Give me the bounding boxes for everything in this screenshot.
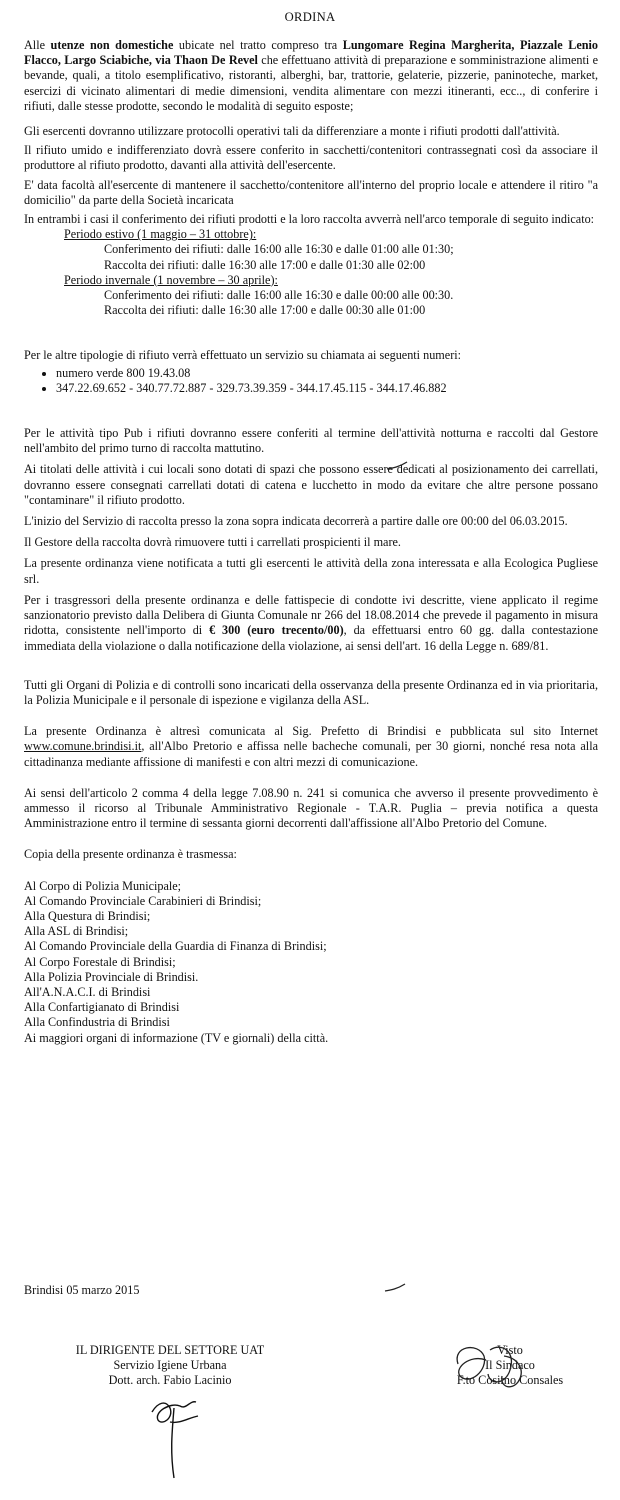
phone-number-list <box>24 366 598 396</box>
list-item: Alla Confartigianato di Brindisi <box>24 1000 180 1015</box>
sindaco-label: Il Sindaco <box>485 1358 535 1373</box>
pen-mark-icon <box>385 458 411 472</box>
intro-bold-users: utenze non domestiche <box>50 38 174 52</box>
paragraph-entrambi: In entrambi i casi il conferimento dei rifiuti prodotti e la loro raccolta avverrà nell'arco temporale di seguito indicato: <box>24 212 595 227</box>
document-heading: ORDINA <box>284 10 336 24</box>
handwritten-signature-icon <box>140 1372 210 1482</box>
list-item: Alla Confindustria di Brindisi <box>24 1015 170 1030</box>
winter-raccolta: Raccolta dei rifiuti: dalle 16:30 alle 17:00 e dalle 00:30 alle 01:00 <box>104 303 426 318</box>
visto-label: Visto <box>497 1343 523 1357</box>
paragraph-polizia: Tutti gli Organi di Polizia e di controlli sono incaricati della osservanza della presente Ordinanza ed in via prioritaria, la Polizia Municipale e il personale di ispezione e vigilanza della ASL. <box>24 677 598 707</box>
list-item: All'A.N.A.C.I. di Brindisi <box>24 984 151 999</box>
list-item: Alla ASL di Brindisi; <box>24 924 129 939</box>
list-item: Ai maggiori organi di informazione (TV e giornali) della città. <box>24 1030 329 1045</box>
signer-title: IL DIRIGENTE DEL SETTORE UAT <box>75 1343 265 1357</box>
list-item: Al Corpo di Polizia Municipale; <box>24 878 182 893</box>
summer-conferimento: Conferimento dei rifiuti: dalle 16:00 alle 16:30 e dalle 01:00 alle 01:30; <box>104 242 454 257</box>
list-item: Alla Questura di Brindisi; <box>24 908 151 923</box>
paragraph-protocols: Gli esercenti dovranno utilizzare protocolli operativi tali da differenziare a monte i rifiuti prodotti dall'attività. <box>24 124 560 139</box>
summer-period-label: Periodo estivo (1 maggio – 31 ottobre): <box>64 227 257 242</box>
signer-name: Dott. arch. Fabio Lacinio <box>108 1373 232 1388</box>
intro-bold-streets: Lungomare Regina Margherita, Piazzale Lenio Flacco, Largo Sciabiche, via Thaon De Revel <box>24 38 598 68</box>
paragraph-sanzioni: Per i trasgressori della presente ordinanza e delle fattispecie di condotte ivi descritte, viene applicato il regime sanzionatorio previsto dalla Delibera di Giunta Comunale nr 266 del 18.08.2014 che prevede il pagamento in misura ridotta, consistente nell'importo di € 300 (euro trecento/00), da effettuarsi entro 60 gg. dalla contestazione immediata della violazione o dalla notificazione della violazione, ai sensi dell'art. 16 della Legge n. 689/81. <box>24 592 598 653</box>
paragraph-facolta: E' data facoltà all'esercente di mantenere il sacchetto/contenitore all'interno del proprio locale e attendere il ritiro "a domicilio" da parte della Società incaricata <box>24 177 598 207</box>
list-item: • 347.22.69.652 - 340.77.72.887 - 329.73.39.359 - 344.17.45.115 - 344.17.46.882 <box>56 381 598 396</box>
recipient-list <box>24 879 598 1046</box>
paragraph-pubblicazione: La presente Ordinanza è altresì comunicata al Sig. Prefetto di Brindisi e pubblicata sul sito Internet www.comune.brindisi.it, all'Albo Pretorio e affissa nelle bacheche comunali, per 30 giorni, nonché resa nota alla cittadinanza mediante affissione di manifesti e con altri mezzi di comunicazione. <box>24 724 598 769</box>
winter-conferimento: Conferimento dei rifiuti: dalle 16:00 alle 16:30 e dalle 00:00 alle 00:30. <box>104 288 454 303</box>
list-item: Alla Polizia Provinciale di Brindisi. <box>24 969 199 984</box>
sindaco-name: F.to Cosimo Consales <box>456 1373 564 1388</box>
summer-raccolta: Raccolta dei rifiuti: dalle 16:30 alle 17:00 e dalle 01:30 alle 02:00 <box>104 257 426 272</box>
sanction-amount: € 300 (euro trecento/00) <box>209 623 344 638</box>
list-item: Al Comando Provinciale della Guardia di Finanza di Brindisi; <box>24 939 327 954</box>
paragraph-notifica: La presente ordinanza viene notificata a tutti gli esercenti le attività della zona interessata e alla Ecologica Pugliese srl. <box>24 556 598 586</box>
paragraph-carrellati: Ai titolati delle attività i cui locali sono dotati di spazi che possono essere dedicati al posizionamento dei carrellati, dovranno essere consegnati carrellati dotati di catena e lucchetto in modo da evitare che altre persone possano "contaminare" il rifiuto prodotto. <box>24 462 598 507</box>
paragraph-pub: Per le attività tipo Pub i rifiuti dovranno essere conferiti al termine dell'attività notturna e raccolti dal Gestore nell'ambito del primo turno di raccolta mattutino. <box>24 426 598 456</box>
paragraph-gestore: Il Gestore della raccolta dovrà rimuovere tutti i carrellati prospicienti il mare. <box>24 535 401 550</box>
list-item: • numero verde 800 19.43.08 <box>56 366 598 381</box>
paragraph-umido: Il rifiuto umido e indifferenziato dovrà essere conferito in sacchetti/contenitori contrassegnati così da associare il produttore al rifiuto prodotto, davanti alla attività dell'esercente. <box>24 143 598 173</box>
date-line: Brindisi 05 marzo 2015 <box>24 1283 140 1297</box>
website-link[interactable]: www.comune.brindisi.it <box>24 739 142 754</box>
copy-intro: Copia della presente ordinanza è trasmessa: <box>24 847 237 862</box>
list-item: Al Corpo Forestale di Brindisi; <box>24 954 176 969</box>
winter-period-label: Periodo invernale (1 novembre – 30 aprile): <box>64 272 278 287</box>
pen-mark-icon <box>383 1280 409 1294</box>
paragraph-ricorso: Ai sensi dell'articolo 2 comma 4 della legge 7.08.90 n. 241 si comunica che avverso il presente provvedimento è ammesso il ricorso al Tribunale Amministrativo Regionale - T.A.R. Puglia – previa notifica a questa Amministrazione entro il termine di sessanta giorni decorrenti dall'affissione all'Albo Pretorio del Comune. <box>24 785 598 831</box>
signer-service: Servizio Igiene Urbana <box>113 1358 227 1373</box>
intro-paragraph: Alle utenze non domestiche ubicate nel tratto compreso tra Lungomare Regina Margherita, Piazzale Lenio Flacco, Largo Sciabiche, via Thaon De Revel che effettuano attività di preparazione e somministrazione alimenti e bevande, quali, a titolo esemplificativo, ristoranti, alberghi, bar, trattorie, gelaterie, pizzerie, paninoteche, market, esercizi di vicinato alimentari di medie dimensioni, vendita alimentare con mezzi itineranti, ecc.., di conferire i rifiuti, dalle stesse prodotte, secondo le modalità di seguito esposte; <box>24 38 599 113</box>
numbers-intro: Per le altre tipologie di rifiuto verrà effettuato un servizio su chiamata ai seguenti numeri: <box>24 348 462 363</box>
list-item: Al Comando Provinciale Carabinieri di Brindisi; <box>24 893 262 908</box>
mayor-signature-icon <box>430 1336 540 1400</box>
paragraph-inizio-servizio: L'inizio del Servizio di raccolta presso la zona sopra indicata decorrerà a partire dalle ore 00:00 del 06.03.2015. <box>24 514 568 529</box>
document-body <box>24 38 598 1046</box>
